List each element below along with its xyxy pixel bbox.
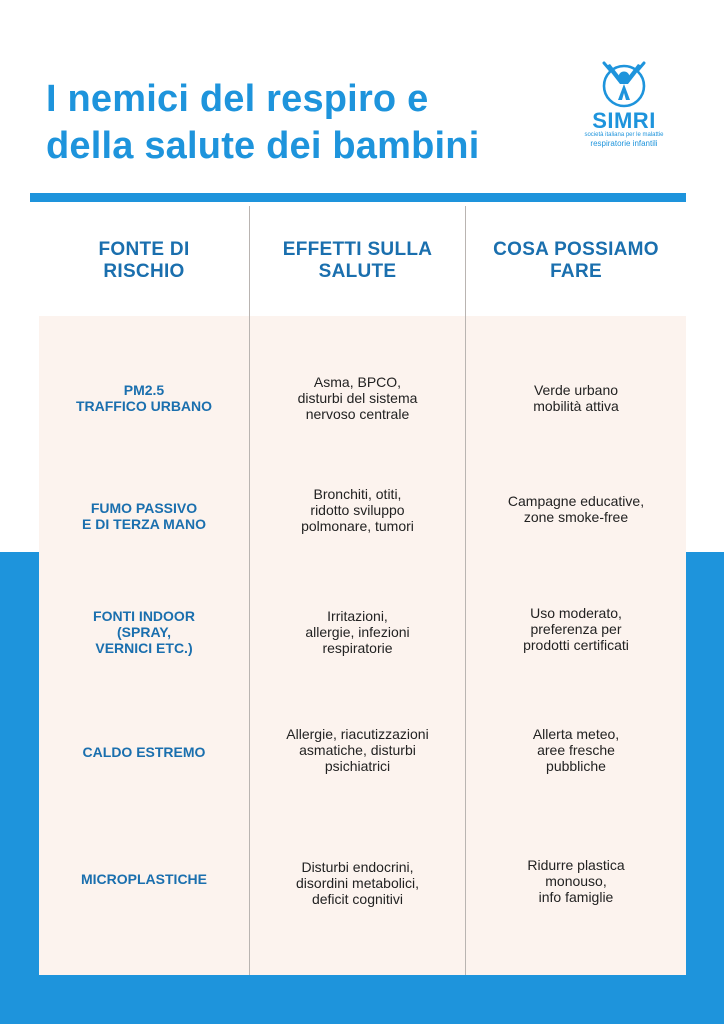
risk-source-cell: FUMO PASSIVO E DI TERZA MANO — [82, 500, 206, 532]
header-risk-source: FONTE DI RISCHIO — [98, 239, 190, 282]
risk-source-cell: MICROPLASTICHE — [81, 871, 207, 887]
risk-source-cell: FONTI INDOOR (SPRAY, VERNICI ETC.) — [93, 608, 195, 656]
title-line-1: I nemici del respiro e — [46, 78, 429, 120]
page-title — [46, 76, 566, 170]
actions-cell: Verde urbano mobilità attiva — [533, 382, 619, 414]
risk-table — [39, 206, 686, 975]
header-health-effects: EFFETTI SULLA SALUTE — [282, 239, 433, 282]
health-effects-cell: Disturbi endocrini, disordini metabolici, deficit cognitivi — [296, 859, 419, 907]
health-effects-cell: Irritazioni, allergie, infezioni respiratorie — [305, 608, 410, 656]
actions-cell: Allerta meteo, aree fresche pubbliche — [532, 726, 620, 774]
logo-subtitle-1: società italiana per le malattie — [584, 132, 664, 138]
title-line-2: della salute dei bambini — [46, 125, 480, 167]
risk-source-cell: CALDO ESTREMO — [82, 744, 206, 760]
actions-cell: Campagne educative, zone smoke-free — [507, 493, 645, 525]
health-effects-cell: Allergie, riacutizzazioni asmatiche, disturbi psichiatrici — [286, 726, 429, 774]
header-actions: COSA POSSIAMO FARE — [493, 239, 659, 282]
header-divider — [30, 193, 686, 202]
simri-logo — [578, 60, 670, 156]
risk-source-cell: PM2.5 TRAFFICO URBANO — [75, 382, 213, 414]
actions-cell: Ridurre plastica monouso, info famiglie — [527, 857, 625, 905]
logo-name: SIMRI — [592, 108, 656, 133]
actions-cell: Uso moderato, preferenza per prodotti certificati — [523, 605, 629, 653]
health-effects-cell: Bronchiti, otiti, ridotto sviluppo polmonare, tumori — [301, 486, 414, 534]
health-effects-cell: Asma, BPCO, disturbi del sistema nervoso centrale — [297, 374, 418, 422]
child-figure-icon — [596, 60, 652, 110]
logo-subtitle-2: respiratorie infantili — [590, 139, 658, 148]
